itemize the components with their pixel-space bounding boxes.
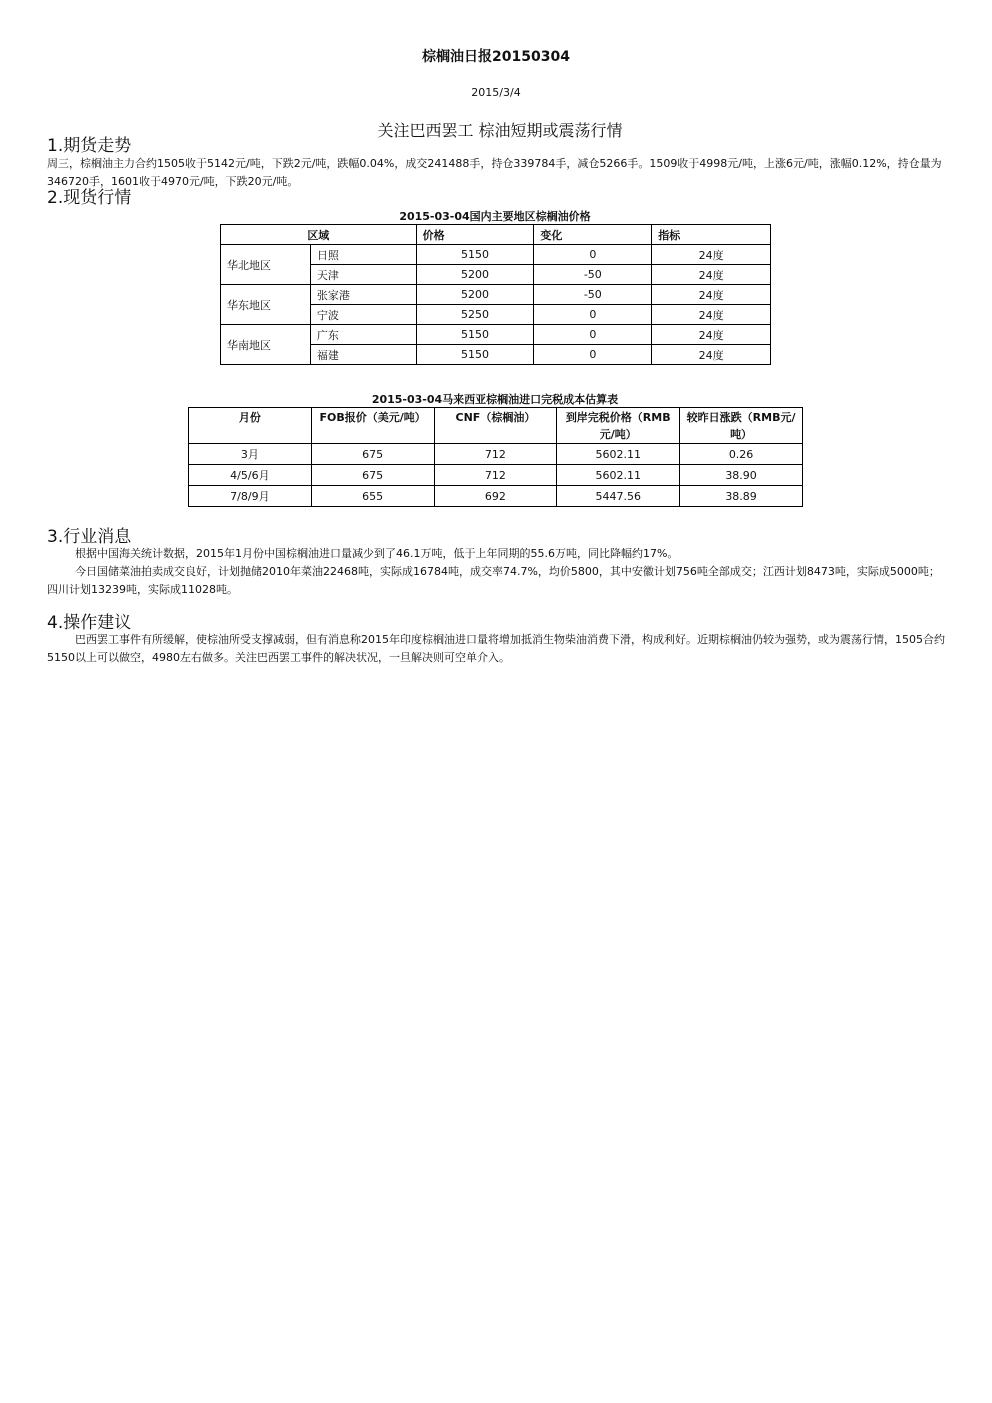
section-industry-text-1: 根据中国海关统计数据，2015年1月份中国棕榈油进口量减少到了46.1万吨，低于上年同期的55.6万吨，同比降幅约17%。 (75, 547, 679, 560)
header-change: 变化 (534, 225, 652, 245)
section-industry-heading: 3.行业消息 (47, 527, 132, 547)
change-cell: 0 (534, 305, 652, 325)
table1-caption: 2015-03-04国内主要地区棕榈油价格 (399, 210, 591, 223)
city-cell: 张家港 (310, 285, 416, 305)
price-cell: 5150 (416, 325, 534, 345)
price-cell: 5200 (416, 285, 534, 305)
city-cell: 宁波 (310, 305, 416, 325)
cnf-cell: 692 (434, 486, 557, 507)
table-row (189, 465, 803, 486)
price-cell: 5250 (416, 305, 534, 325)
change-cell: -50 (534, 285, 652, 305)
table-header-row (221, 225, 771, 245)
landed-cost-cell: 5447.56 (557, 486, 680, 507)
table-row (189, 444, 803, 465)
month-cell: 3月 (189, 444, 312, 465)
header-price: 价格 (416, 225, 534, 245)
header-cnf: CNF（棕榈油） (434, 408, 557, 444)
section-spot-heading: 2.现货行情 (47, 188, 132, 208)
regional-price-table (220, 224, 771, 365)
spec-cell: 24度 (652, 325, 771, 345)
header-landed-cost: 到岸完税价格（RMB元/吨） (557, 408, 680, 444)
spec-cell: 24度 (652, 265, 771, 285)
change-cell: 0 (534, 245, 652, 265)
cnf-cell: 712 (434, 444, 557, 465)
header-region: 区域 (221, 225, 417, 245)
table-row (189, 486, 803, 507)
report-headline: 关注巴西罢工 棕油短期或震荡行情 (377, 121, 623, 140)
daily-change-cell: 38.89 (680, 486, 803, 507)
month-cell: 7/8/9月 (189, 486, 312, 507)
price-cell: 5150 (416, 345, 534, 365)
header-spec: 指标 (652, 225, 771, 245)
spec-cell: 24度 (652, 245, 771, 265)
region-cell: 华南地区 (221, 325, 311, 365)
change-cell: -50 (534, 265, 652, 285)
import-cost-table (188, 407, 803, 507)
price-cell: 5200 (416, 265, 534, 285)
fob-cell: 675 (311, 465, 434, 486)
spec-cell: 24度 (652, 305, 771, 325)
daily-change-cell: 0.26 (680, 444, 803, 465)
table2-caption: 2015-03-04马来西亚棕榈油进口完税成本估算表 (371, 393, 619, 406)
region-cell: 华北地区 (221, 245, 311, 285)
report-title: 棕榈油日报20150304 (422, 49, 570, 65)
landed-cost-cell: 5602.11 (557, 465, 680, 486)
fob-cell: 675 (311, 444, 434, 465)
header-daily-change: 较昨日涨跌（RMB元/吨） (680, 408, 803, 444)
city-cell: 福建 (310, 345, 416, 365)
table-header-row (189, 408, 803, 444)
city-cell: 天津 (310, 265, 416, 285)
header-fob: FOB报价（美元/吨） (311, 408, 434, 444)
city-cell: 广东 (310, 325, 416, 345)
fob-cell: 655 (311, 486, 434, 507)
region-cell: 华东地区 (221, 285, 311, 325)
table-row (221, 325, 771, 345)
table-row (221, 285, 771, 305)
report-date: 2015/3/4 (471, 86, 521, 99)
cnf-cell: 712 (434, 465, 557, 486)
section-futures-heading: 1.期货走势 (47, 136, 132, 156)
section-futures-text: 周三，棕榈油主力合约1505收于5142元/吨，下跌2元/吨，跌幅0.04%，成交241488手，持仓339784手，减仓5266手。1509收于4998元/吨，上涨6元/吨，涨幅0.12%，持仓量为346720手，1601收于4970元/吨，下跌20元/吨。 (47, 157, 942, 188)
header-month: 月份 (189, 408, 312, 444)
spec-cell: 24度 (652, 345, 771, 365)
month-cell: 4/5/6月 (189, 465, 312, 486)
change-cell: 0 (534, 345, 652, 365)
spec-cell: 24度 (652, 285, 771, 305)
table-row (221, 245, 771, 265)
section-advice-heading: 4.操作建议 (47, 613, 132, 633)
city-cell: 日照 (310, 245, 416, 265)
section-industry-text-2: 今日国储菜油拍卖成交良好，计划抛储2010年菜油22468吨，实际成16784吨，成交率74.7%，均价5800，其中安徽计划756吨全部成交；江西计划8473吨，实际成5000吨；四川计划13239吨，实际成11028吨。 (47, 565, 940, 596)
landed-cost-cell: 5602.11 (557, 444, 680, 465)
change-cell: 0 (534, 325, 652, 345)
section-advice-text: 巴西罢工事件有所缓解，使棕油所受支撑减弱，但有消息称2015年印度棕榈油进口量将增加抵消生物柴油消费下滑，构成利好。近期棕榈油仍较为强势，或为震荡行情，1505合约5150以上可以做空，4980左右做多。关注巴西罢工事件的解决状况，一旦解决则可空单介入。 (47, 633, 945, 664)
price-cell: 5150 (416, 245, 534, 265)
daily-change-cell: 38.90 (680, 465, 803, 486)
